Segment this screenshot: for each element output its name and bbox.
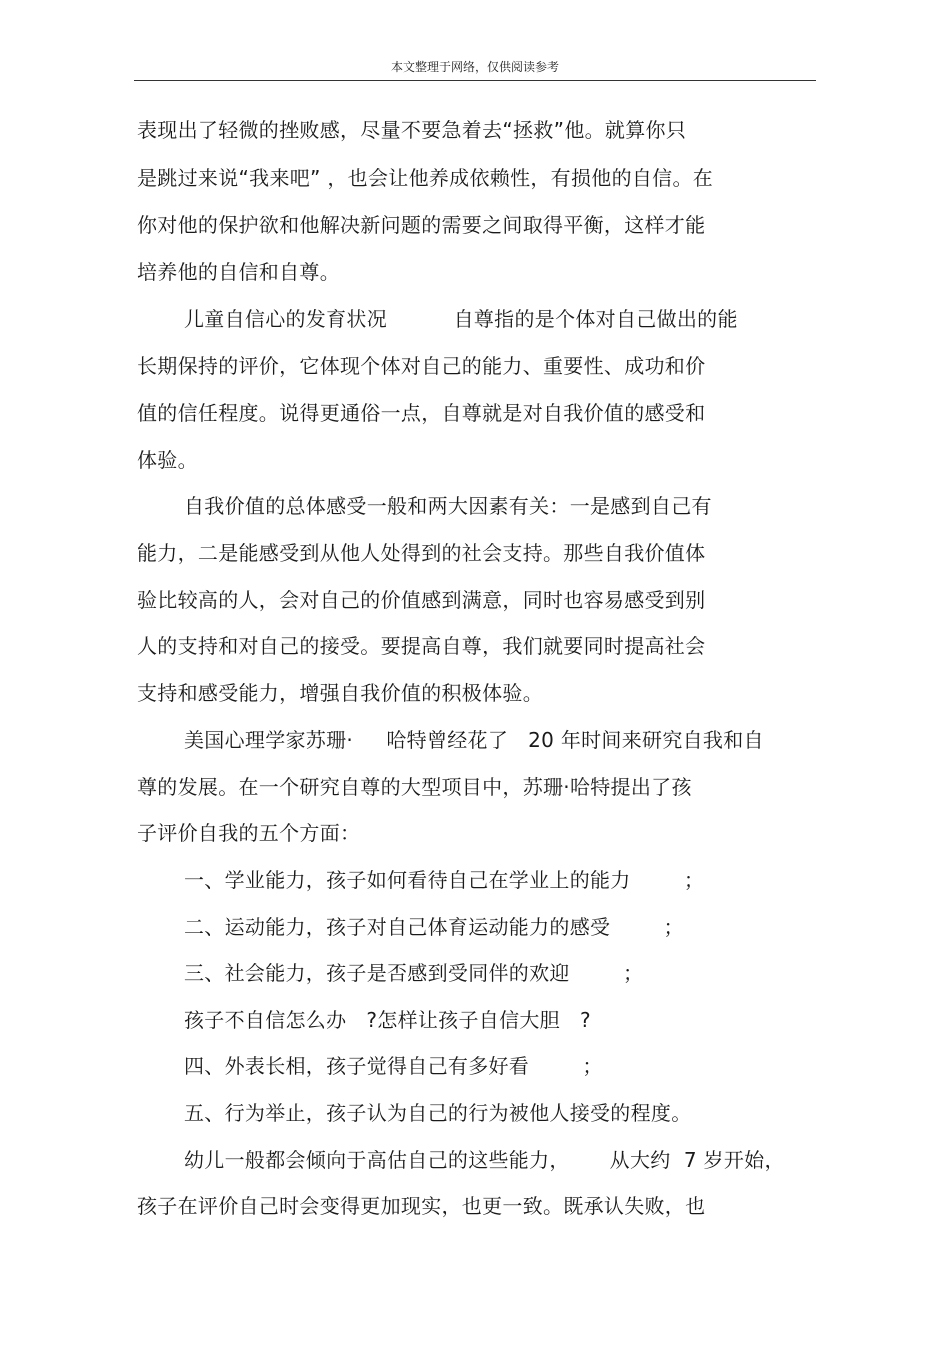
text-line-16: 子评价自我的五个方面： (137, 821, 361, 845)
text-line-12: 人的支持和对自己的接受。要提高自尊，我们就要同时提高社会 (137, 634, 706, 658)
text-line-4: 培养他的自信和自尊。 (137, 260, 340, 284)
text-line-5: 儿童自信心的发育状况 自尊指的是个体对自己做出的能 (184, 307, 738, 331)
text-line-13: 支持和感受能力，增强自我价值的积极体验。 (137, 681, 543, 705)
page-header: 本文整理于网络，仅供阅读参考 (390, 60, 559, 74)
inline-question: 孩子不自信怎么办 ?怎样让孩子自信大胆 ? (184, 1008, 591, 1032)
list-item-5: 五、行为举止，孩子认为自己的行为被他人接受的程度。 (184, 1101, 692, 1125)
text-line-24: 孩子在评价自己时会变得更加现实，也更一致。既承认失败，也 (137, 1194, 706, 1218)
text-line-1: 表现出了轻微的挫败感，尽量不要急着去“拯救”他。就算你只 (137, 118, 687, 142)
text-line-9: 自我价值的总体感受一般和两大因素有关：一是感到自己有 (184, 494, 712, 518)
list-item-2: 二、运动能力，孩子对自己体育运动能力的感受 ； (184, 915, 684, 939)
text-line-6: 长期保持的评价，它体现个体对自己的能力、重要性、成功和价 (137, 354, 706, 378)
text-line-14: 美国心理学家苏珊· 哈特曾经花了 20 年时间来研究自我和自 (184, 728, 764, 752)
list-item-3: 三、社会能力，孩子是否感到受同伴的欢迎 ； (184, 961, 644, 985)
text-line-7: 值的信任程度。说得更通俗一点，自尊就是对自我价值的感受和 (137, 401, 706, 425)
text-line-15: 尊的发展。在一个研究自尊的大型项目中，苏珊·哈特提出了孩 (137, 775, 692, 799)
text-line-8: 体验。 (137, 448, 198, 472)
list-item-4: 四、外表长相，孩子觉得自己有多好看 ； (184, 1054, 603, 1078)
text-line-11: 验比较高的人，会对自己的价值感到满意，同时也容易感受到别 (137, 588, 706, 612)
header-divider (134, 80, 816, 81)
list-item-1: 一、学业能力，孩子如何看待自己在学业上的能力 ； (184, 868, 705, 892)
text-line-23: 幼儿一般都会倾向于高估自己的这些能力， 从大约 7 岁开始， (184, 1148, 785, 1172)
text-line-10: 能力，二是能感受到从他人处得到的社会支持。那些自我价值体 (137, 541, 706, 565)
text-line-3: 你对他的保护欲和他解决新问题的需要之间取得平衡，这样才能 (137, 213, 706, 237)
text-line-2: 是跳过来说“我来吧” ，也会让他养成依赖性，有损他的自信。在 (137, 166, 714, 190)
